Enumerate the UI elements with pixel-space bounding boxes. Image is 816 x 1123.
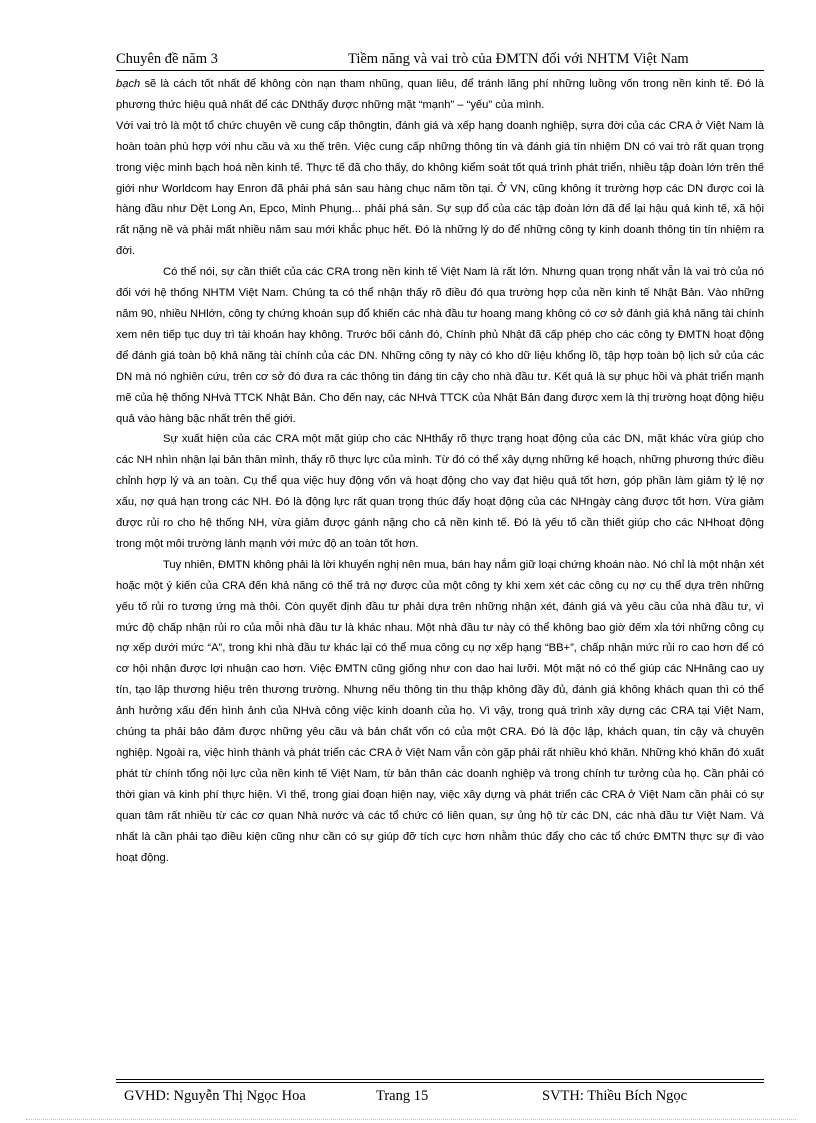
page-bottom-border bbox=[26, 1119, 796, 1120]
footer-page-number: Trang 15 bbox=[376, 1088, 429, 1104]
paragraph-1-text: sẽ là cách tốt nhất để không còn nạn tham nhũng, quan liêu, để tránh lãng phí những luồng vốn trong nền kinh tế. Đó là phương thức hiệu quả nhất để các DNthấy được những mặt “mạnh” – “yếu” của mình. bbox=[116, 78, 764, 111]
header-chapter: Chuyên đề năm 3 bbox=[116, 51, 218, 67]
footer-supervisor: GVHD: Nguyễn Thị Ngọc Hoa bbox=[124, 1088, 306, 1104]
paragraph-1 bbox=[116, 74, 764, 116]
footer-rule-bottom bbox=[116, 1082, 764, 1083]
paragraph-2: Với vai trò là một tổ chức chuyên về cung cấp thôngtin, đánh giá và xếp hạng doanh nghiệp, sựra đời của các CRA ở Việt Nam là hoàn toàn phù hợp với nhu cầu và xu thế trên. Việc cung cấp những thông tin và đánh giá tín nhiệm DN có vai trò rất quan trọng trong việc minh bạch hoá nền kinh tế. Thực tế đã cho thấy, do không kiểm soát tốt quá trình phát triển, nhiều tập đoàn lớn trên thế giới như Worldcom hay Enron đã phải phá sản sau hàng chục năm tồn tại. Ở VN, cũng không ít trường hợp các DN được coi là hàng đầu như Dệt Long An, Epco, Minh Phụng... phải phá sản. Sự sụp đổ của các tập đoàn lớn đã để lại hậu quả kinh tế, xã hội rất nặng nề và phải mất nhiều năm sau mới khắc phục hết. Đó là những lý do để những công ty kinh doanh thông tin tín nhiệm ra đời. bbox=[116, 119, 764, 258]
paragraph-1-italic: bạch bbox=[116, 78, 141, 90]
header-rule bbox=[116, 70, 764, 71]
paragraph-5: Tuy nhiên, ĐMTN không phải là lời khuyến nghị nên mua, bán hay nắm giữ loại chứng khoán nào. Nó chỉ là một nhận xét hoặc một ý kiến của CRA đến khả năng có thể trả nợ được của một công ty khi xem xét các công cụ nợ cụ thể dựa trên những yếu tố rủi ro tương ứng mà thôi. Còn quyết định đầu tư phải dựa trên những nhận xét, đánh giá và yêu cầu của nhà đầu tư, vì mức độ chấp nhận rủi ro của mỗi nhà đầu tư là khác nhau. Một nhà đầu tư này có thể không bao giờ đếm xỉa tới những công cụ nợ xếp dưới mức “A”, trong khi nhà đầu tư khác lại có thể mua công cụ nợ xếp hạng “BB+”, chấp nhận mức rủi ro cao hơn để có cơ hội nhận được lợi nhuận cao hơn. Việc ĐMTN cũng giống như con dao hai lưỡi. Một mặt nó có thể giúp các NHnâng cao uy tín, tạo lập thương hiệu trên thương trường. Nhưng nếu thông tin thu thập không đầy đủ, đánh giá không khách quan thì có thể ảnh hưởng xấu đến hình ảnh của NHvà công việc kinh doanh của họ. Vì vậy, trong quá trình xây dựng các CRA tại Việt Nam, chúng ta phải bảo đảm được những yêu cầu và bản chất vốn có của một CRA. Đó là độc lập, khách quan, tin cậy và chuyên nghiệp. Ngoài ra, việc hình thành và phát triển các CRA ở Việt Nam vẫn còn gặp phải rất nhiều khó khăn. Những khó khăn đó xuất phát từ chính tổng nội lực của nền kinh tế Việt Nam, từ bản thân các doanh nghiệp và trong chính tư tưởng của họ. Cần phải có thời gian và kinh phí thực hiện. Vì thế, trong giai đoạn hiện nay, việc xây dựng và phát triển các CRA ở Việt Nam cần phải có sự quan tâm rất nhiều từ các cơ quan Nhà nước và các tổ chức có liên quan, sự ủng hộ từ các DN, các nhà đầu tư Việt Nam. Và nhất là cần phải tạo điều kiện cũng như cần có sự giúp đỡ tích cực hơn nhằm thúc đẩy cho các tổ chức ĐMTN thực sự đi vào hoạt động. bbox=[116, 558, 764, 864]
header-title: Tiềm năng và vai trò của ĐMTN đối với NHTM Việt Nam bbox=[348, 51, 689, 67]
page-header bbox=[116, 50, 762, 70]
footer-rule-top bbox=[116, 1079, 764, 1080]
page-footer bbox=[116, 1087, 764, 1107]
paragraph-4: Sự xuất hiện của các CRA một mặt giúp cho các NHthấy rõ thực trạng hoạt động của các DN, mặt khác vừa giúp cho các NH nhìn nhận lại bản thân mình, thấy rõ thực lực của mình. Từ đó có thể xây dựng những kế hoạch, những phương thức điều chỉnh hợp lý và an toàn. Cụ thể qua việc huy động vốn và hoạt động cho vay đạt hiệu quả tốt hơn, góp phần làm giảm tỷ lệ nợ xấu, nợ quá hạn trong các NH. Đó là động lực rất quan trọng thúc đẩy hoạt động của các NHngày càng được tốt hơn. Vừa giảm được rủi ro cho hệ thống NH, vừa giảm được gánh nặng cho cả nền kinh tế. Đó là yếu tố cần thiết giúp cho các NHhoạt động trong một môi trường lành mạnh với mức độ an toàn tốt hơn. bbox=[116, 433, 764, 550]
paragraph-3: Có thể nói, sự cần thiết của các CRA trong nền kinh tế Việt Nam là rất lớn. Nhưng quan trọng nhất vẫn là vai trò của nó đối với hệ thống NHTM Việt Nam. Chúng ta có thể nhận thấy rõ điều đó qua trường hợp của nền kinh tế Nhật Bản. Vào những năm 90, nhiều NHlớn, công ty chứng khoán sụp đổ khiến các nhà đầu tư hoang mang không có cơ sở đánh giá khả năng tài chính xem nên tiếp tục duy trì tài khoản hay không. Trước bối cảnh đó, Chính phủ Nhật đã cấp phép cho các công ty ĐMTN hoạt động để đánh giá toàn bộ khả năng tài chính của các DN. Những công ty này có kho dữ liệu khổng lồ, tập hợp toàn bộ lịch sử của các DN mà nó nghiên cứu, trên cơ sở đó đưa ra các thông tin đáng tin cậy cho nhà đầu tư. Kết quả là sự phục hồi và phát triển mạnh mẽ của hệ thống NHvà TTCK Nhật Bản. Cho đến nay, các NHvà TTCK của Nhật Bản đang được xem là thị trường hoạt động hiệu quả vào hàng bậc nhất trên thế giới. bbox=[116, 266, 764, 425]
document-body bbox=[116, 74, 764, 868]
footer-student: SVTH: Thiều Bích Ngọc bbox=[542, 1088, 688, 1104]
